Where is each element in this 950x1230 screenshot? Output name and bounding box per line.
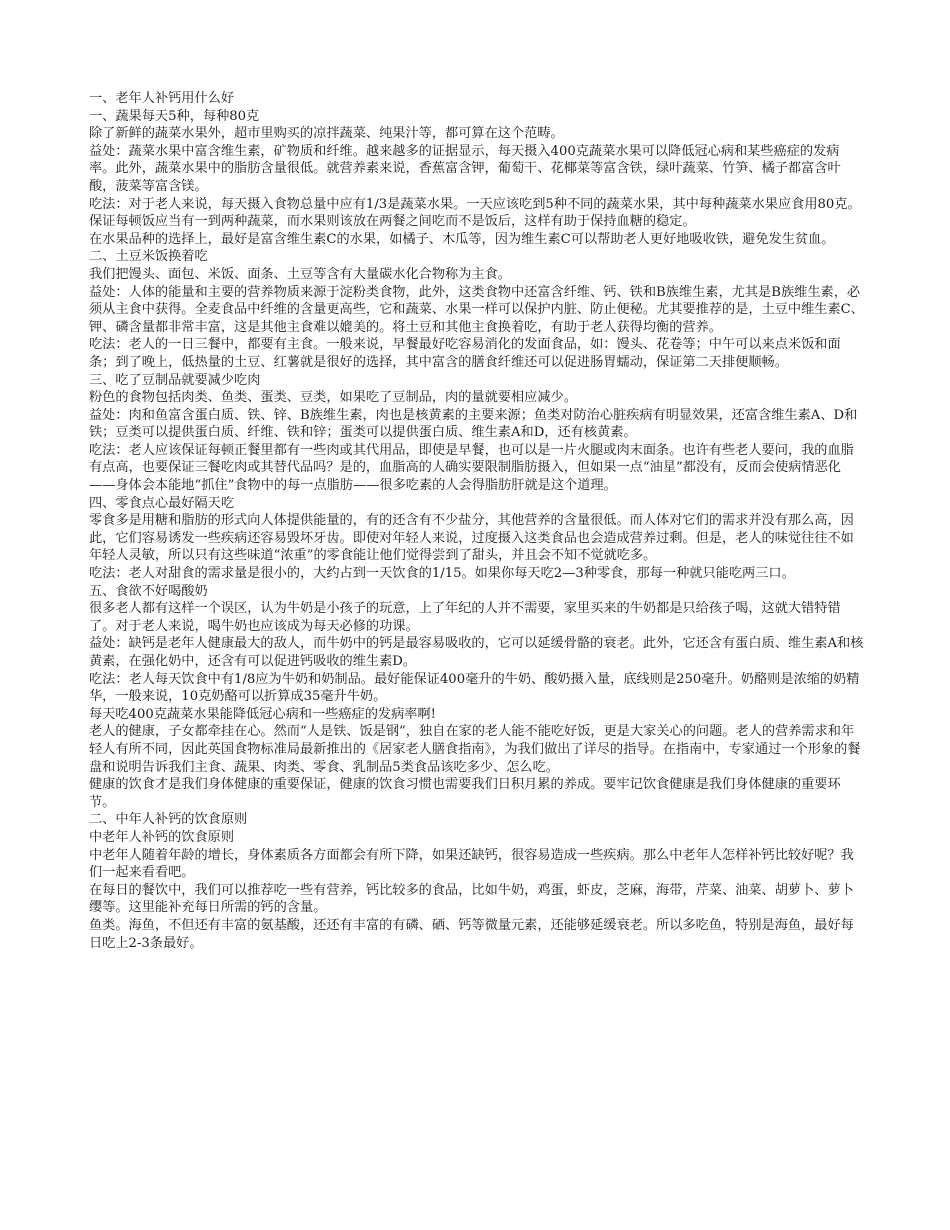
heading-calcium-for-elderly: 一、老年人补钙用什么好 bbox=[89, 91, 235, 106]
paragraph: 鱼类。海鱼，不但还有丰富的氨基酸，还还有丰富的有磷、硒、钙等微量元素，还能够延缓衰老。所以多吃鱼，特别是海鱼，最好每日吃上2-3条最好。 bbox=[89, 917, 854, 951]
heading-soy-and-meat: 三、吃了豆制品就要减少吃肉 bbox=[89, 372, 261, 388]
heading-middle-aged-calcium: 二、中年人补钙的饮食原则 bbox=[89, 812, 248, 828]
paragraph: 我们把馒头、面包、米饭、面条、土豆等含有大量碳水化合物称为主食。 bbox=[89, 266, 511, 282]
paragraph: 每天吃400克蔬菜水果能降低冠心病和一些癌症的发病率啊! bbox=[89, 706, 436, 722]
heading-snacks: 四、零食点心最好隔天吃 bbox=[89, 495, 235, 511]
paragraph: 吃法：老人对甜食的需求量是很小的，大约占到一天饮食的1/15。如果你每天吃2—3种零食，那每一种就只能吃两三口。 bbox=[89, 566, 795, 582]
paragraph: 益处：人体的能量和主要的营养物质来源于淀粉类食物，此外，这类食物中还富含纤维、钙、铁和B族维生素，尤其是B族维生素，必须从主食中获得。全麦食品中纤维的含量更高些，它和蔬菜、水果一样可以保护内脏、防止便秘。尤其要推荐的是，土豆中维生素C、钾、磷含量都非常丰富，这是其他主食难以媲美的。将土豆和其他主食换着吃，有助于老人获得均衡的营养。 bbox=[89, 284, 864, 335]
paragraph: 粉色的食物包括肉类、鱼类、蛋类、豆类，如果吃了豆制品，肉的量就要相应减少。 bbox=[89, 390, 577, 406]
subheading: 中老年人补钙的饮食原则 bbox=[89, 829, 235, 845]
paragraph: 零食多是用糖和脂肪的形式向人体提供能量的，有的还含有不少盐分，其他营养的含量很低。而人体对它们的需求并没有那么高，因此，它们容易诱发一些疾病还容易毁坏牙齿。即使对年轻人来说，过度摄入这类食品也会造成营养过剩。但是，老人的味觉往往不如年轻人灵敏，所以只有这些味道“浓重”的零食能让他们觉得尝到了甜头，并且会不知不觉就吃多。 bbox=[89, 513, 854, 564]
document-body bbox=[89, 90, 864, 952]
paragraph: 健康的饮食才是我们身体健康的重要保证，健康的饮食习惯也需要我们日积月累的养成。要牢记饮食健康是我们身体健康的重要环节。 bbox=[89, 777, 841, 810]
paragraph: 益处：蔬菜水果中富含维生素，矿物质和纤维。越来越多的证据显示，每天摄入400克蔬菜水果可以降低冠心病和某些癌症的发病率。此外，蔬菜水果中的脂肪含量很低。就营养素来说，香蕉富含钾，葡萄干、花椰菜等富含铁，绿叶蔬菜、竹笋、橘子都富含叶酸，菠菜等富含镁。 bbox=[89, 143, 841, 194]
paragraph: 在每日的餐饮中，我们可以推荐吃一些有营养，钙比较多的食品，比如牛奶，鸡蛋，虾皮，芝麻，海带，芹菜、油菜、胡萝卜、萝卜缨等。这里能补充每日所需的钙的含量。 bbox=[89, 882, 854, 916]
heading-fruit-veg: 一、蔬果每天5种，每种80克 bbox=[89, 108, 260, 124]
paragraph: 吃法：对于老人来说，每天摄入食物总量中应有1/3是蔬菜水果。一天应该吃到5种不同的蔬菜水果，其中每种蔬菜水果应食用80克。保证每顿饭应当有一到两种蔬菜，而水果则该放在两餐之间吃而不是饭后，这样有助于保持血糖的稳定。 bbox=[89, 196, 861, 230]
paragraph: 益处：肉和鱼富含蛋白质、铁、锌、B族维生素，肉也是核黄素的主要来源；鱼类对防治心脏疾病有明显效果，还富含维生素A、D和铁；豆类可以提供蛋白质、纤维、铁和锌；蛋类可以提供蛋白质、维生素A和D，还有核黄素。 bbox=[89, 407, 858, 441]
paragraph: 在水果品种的选择上，最好是富含维生素C的水果，如橘子、木瓜等，因为维生素C可以帮助老人更好地吸收铁，避免发生贫血。 bbox=[89, 231, 835, 247]
paragraph: 很多老人都有这样一个误区，认为牛奶是小孩子的玩意，上了年纪的人并不需要，家里买来的牛奶都是只给孩子喝，这就大错特错了。对于老人来说，喝牛奶也应该成为每天必修的功课。 bbox=[89, 601, 841, 634]
paragraph: 老人的健康，子女都牵挂在心。然而“人是铁、饭是钢”，独自在家的老人能不能吃好饭，更是大家关心的问题。老人的营养需求和年轻人有所不同，因此英国食物标准局最新推出的《居家老人膳食指南》，为我们做出了详尽的指导。在指南中，专家通过一个形象的餐盘和说明告诉我们主食、蔬果、肉类、零食、乳制品5类食品该吃多少、怎么吃。 bbox=[89, 724, 861, 775]
paragraph: 益处：缺钙是老年人健康最大的敌人，而牛奶中的钙是最容易吸收的，它可以延缓骨骼的衰老。此外，它还含有蛋白质、维生素A和核黄素，在强化奶中，还含有可以促进钙吸收的维生素D。 bbox=[89, 636, 864, 669]
paragraph: 除了新鲜的蔬菜水果外，超市里购买的凉拌蔬菜、纯果汁等，都可算在这个范畴。 bbox=[89, 126, 564, 142]
paragraph: 吃法：老人每天饮食中有1/8应为牛奶和奶制品。最好能保证400毫升的牛奶、酸奶摄入量，底线则是250毫升。奶酪则是浓缩的奶精华，一般来说，10克奶酪可以折算成35毫升牛奶。 bbox=[89, 671, 860, 705]
heading-yogurt: 五、食欲不好喝酸奶 bbox=[89, 583, 208, 599]
paragraph: 吃法：老人的一日三餐中，都要有主食。一般来说，早餐最好吃容易消化的发面食品，如：馒头、花卷等；中午可以来点米饭和面条；到了晚上，低热量的土豆、红薯就是很好的选择，其中富含的膳食纤维还可以促进肠胃蠕动，保证第二天排便顺畅。 bbox=[89, 337, 841, 370]
paragraph: 吃法：老人应该保证每顿正餐里都有一些肉或其代用品，即使是早餐，也可以是一片火腿或肉末面条。也许有些老人要问，我的血脂有点高，也要保证三餐吃肉或其替代品吗？是的，血脂高的人确实要限制脂肪摄入，但如果一点“油星”都没有，反而会使病情恶化——身体会本能地“抓住”食物中的每一点脂肪——很多吃素的人会得脂肪肝就是这个道理。 bbox=[89, 442, 854, 494]
paragraph: 中老年人随着年龄的增长，身体素质各方面都会有所下降，如果还缺钙，很容易造成一些疾病。那么中老年人怎样补钙比较好呢？我们一起来看看吧。 bbox=[89, 847, 854, 881]
heading-staple-food: 二、土豆米饭换着吃 bbox=[89, 249, 208, 265]
